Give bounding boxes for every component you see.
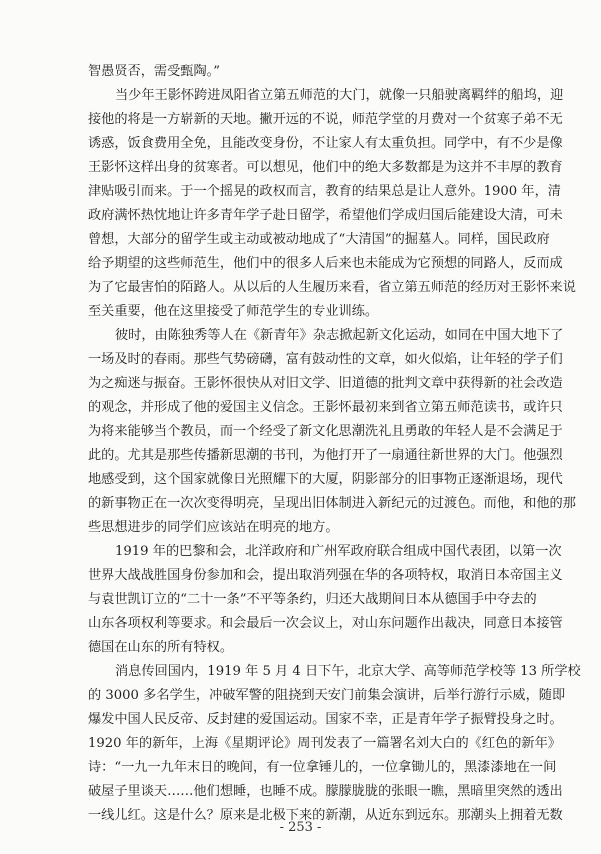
text-line: 1920 年的新年，上海《星期评论》周刊发表了一篇署名刘大白的《红色的新年》 <box>88 736 561 751</box>
text-line: 政府满怀热忱地让许多青年学子赴日留学，希望他们学成归国后能建设大清，可未 <box>88 208 563 223</box>
text-line: 消息传回国内，1919 年 5 月 4 日下午，北京大学、高等师范学校等 13 所学校 <box>115 664 581 679</box>
document-body <box>88 60 581 828</box>
text-line: 诗：“一九一九年末日的晚间，有一位拿锤儿的，一位拿锄儿的，黑漆漆地在一间 <box>88 760 557 775</box>
text-line: 给予期望的这些师范生，他们中的很多人后来也未能成为它预想的同路人，反而成 <box>88 256 563 271</box>
text-line: 一场及时的春雨。那些气势磅礴，富有鼓动性的文章，如火似焰，让年轻的学子们 <box>88 352 563 367</box>
text-line: 的新事物正在一次次变得明亮，呈现出旧体制进入新纪元的过渡色。而他，和他的那 <box>88 496 576 511</box>
text-line: 德国在山东的所有特权。 <box>88 640 234 655</box>
text-line: 当少年王影怀跨进凤阳省立第五师范的大门，就像一只船驶离羁绊的船坞，迎 <box>115 88 564 103</box>
text-line: 的观念，并形成了他的爱国主义信念。王影怀最初来到省立第五师范读书，或许只 <box>88 400 563 415</box>
text-line: 爆发中国人民反帝、反封建的爱国运动。国家不幸，正是青年学子振臂投身之时。 <box>88 712 563 727</box>
text-line: 智愚贤否，需受甄陶。” <box>88 64 221 79</box>
text-line: 山东各项权利等要求。和会最后一次会议上，对山东问题作出裁决，同意日本接管 <box>88 616 563 631</box>
text-line: 津贴吸引而来。于一个摇晃的政权而言，教育的结果总是让人意外。1900 年，清 <box>88 184 561 199</box>
text-line: 诱惑，饭食费用全免，且能改变身份，不让家人有太重负担。同学中，有不少是像 <box>88 136 563 151</box>
text-line: 世界大战战胜国身份参加和会，提出取消列强在华的各项特权，取消日本帝国主义 <box>88 568 563 583</box>
text-line: 地感受到，这个国家就像日光照耀下的大厦，阴影部分的旧事物正逐渐退场，现代 <box>88 472 563 487</box>
text-line: 王影怀这样出身的贫寒者。可以想见，他们中的绝大多数都是为这并不丰厚的教育 <box>88 160 563 175</box>
text-line: 与袁世凯订立的“二十一条”不平等条约，归还大战期间日本从德国手中夺去的 <box>88 592 537 607</box>
text-line: 为了它最害怕的陌路人。从以后的人生履历来看，省立第五师范的经历对王影怀来说 <box>88 280 576 295</box>
text-line: 的 3000 多名学生，冲破军警的阻挠到天安门前集会演讲，后举行游行示威，随即 <box>88 688 566 703</box>
text-line: 破屋子里谈天……他们想睡，也睡不成。朦朦胧胧的张眼一瞧，黑暗里突然的透出 <box>88 784 563 799</box>
text-line: 曾想，大部分的留学生或主动或被动地成了“大清国”的掘墓人。同样，国民政府 <box>88 232 550 247</box>
text-line: 1919 年的巴黎和会，北洋政府和广州军政府联合组成中国代表团，以第一次 <box>115 544 562 559</box>
text-line: 为将来能够当个教员，而一个经受了新文化思潮洗礼且勇敢的年轻人是不会满足于 <box>88 424 563 439</box>
text-line: 此的。尤其是那些传播新思潮的书刊，为他打开了一扇通往新世界的大门。他强烈 <box>88 448 563 463</box>
text-line: 一线儿红。这是什么？原来是北极下来的新潮，从近东到远东。那潮头上拥着无数 <box>88 808 563 823</box>
text-line: 彼时，由陈独秀等人在《新青年》杂志掀起新文化运动，如同在中国大地下了 <box>115 328 564 343</box>
text-line: 为之痴迷与振奋。王影怀很快从对旧文学、旧道德的批判文章中获得新的社会改造 <box>88 376 563 391</box>
page-number: - 253 - <box>279 820 322 835</box>
text-line: 接他的将是一方崭新的天地。撇开远的不说，师范学堂的月费对一个贫寒子弟不无 <box>88 112 563 127</box>
text-line: 至关重要，他在这里接受了师范学生的专业训练。 <box>88 304 379 319</box>
text-line: 些思想进步的同学们应该站在明亮的地方。 <box>88 520 339 535</box>
